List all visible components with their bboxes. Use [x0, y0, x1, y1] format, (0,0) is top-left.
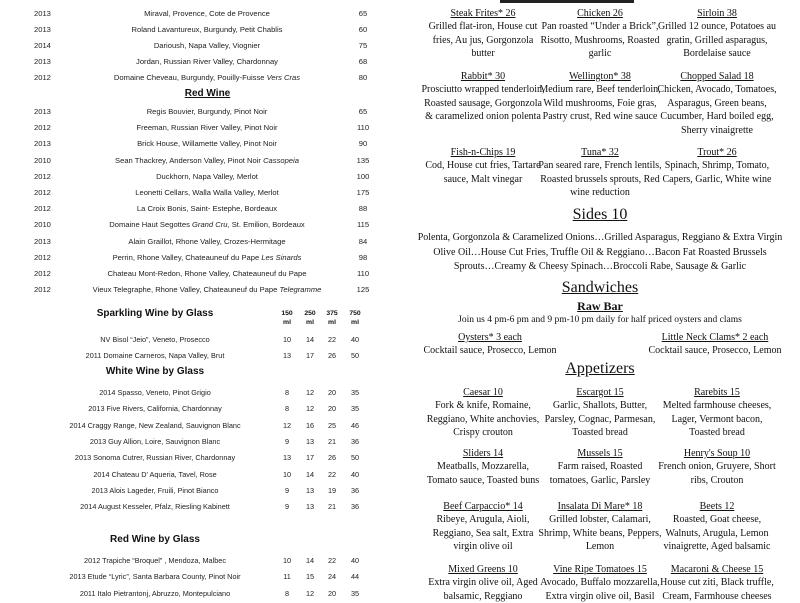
entree-item: [538, 7, 662, 61]
entree-item-description: Pan seared rare, French lentils, Roasted brussels sprouts, Red wine reduction: [538, 160, 662, 199]
wine-year: 2013: [34, 9, 51, 18]
wine-name: [90, 9, 324, 18]
wine-year: 2013: [34, 24, 51, 34]
wine-year: 2013: [34, 139, 51, 149]
entree-item: [538, 146, 662, 200]
raw-bar-item: [400, 331, 580, 358]
wine-name: [90, 139, 324, 148]
wine-year: 2010: [34, 220, 51, 230]
wine-row: [0, 285, 400, 301]
appetizer-item: [538, 447, 662, 487]
size-number: 250: [304, 310, 316, 317]
glass-wine-name: 2011 Domaine Carneros, Napa Valley, Brut: [85, 351, 225, 360]
appetizer-item: [421, 447, 545, 487]
wine-name-part: La Croix Bonis, Saint- Estephe, Bordeaux: [136, 204, 278, 214]
appetizer-item-title: Mussels 15: [577, 448, 623, 459]
glass-price: 26: [327, 351, 337, 360]
appetizer-item-description: Melted farmhouse cheeses, Lager, Vermont bacon, Toasted bread: [662, 400, 772, 439]
wine-name: [90, 25, 324, 34]
heading-underline: [500, 0, 634, 3]
glass-price: 20: [327, 588, 337, 598]
wine-name-part: Jordan, Russian River Valley, Chardonnay: [136, 56, 278, 66]
glass-price: 17: [305, 453, 315, 463]
appetizer-item-description: House cut ziti, Black truffle, Cream, Farmhouse cheeses: [660, 577, 774, 602]
glass-wine-name: 2013 Five Rivers, California, Chardonnay: [88, 404, 222, 414]
wine-row: [0, 156, 400, 172]
glass-price: 13: [305, 436, 315, 446]
entree-item-description: Cod, House cut fries, Tartare sauce, Malt vinegar: [425, 160, 541, 185]
glass-price: 50: [350, 351, 360, 360]
glass-price: 10: [282, 335, 292, 344]
glass-price: 14: [305, 335, 315, 344]
entree-item-title: Trout* 26: [697, 147, 737, 158]
appetizer-item-description: Farm raised, Roasted tomatoes, Garlic, Parsley: [549, 461, 651, 486]
wine-name-part: Vieux Telegraphe, Rhone Valley, Chateauneuf du Pape: [92, 285, 280, 295]
wine-row: [0, 41, 400, 57]
glass-price: 13: [282, 453, 292, 463]
wine-row: [0, 269, 400, 285]
wine-name-part: Leonetti Cellars, Walla Walla Valley, Merlot: [135, 188, 279, 197]
glass-price: 46: [350, 420, 360, 430]
glass-size-header: [277, 309, 297, 327]
wine-name-part: Darioush, Napa Valley, Viognier: [153, 40, 261, 50]
raw-bar-note: Join us 4 pm-6 pm and 9 pm-10 pm daily for half priced oysters and clams: [458, 315, 742, 325]
wine-price: 100: [356, 171, 370, 181]
wine-name: [90, 269, 324, 278]
wine-year: 2012: [34, 123, 51, 133]
glass-price: 40: [350, 469, 360, 479]
wine-name: [90, 123, 324, 132]
glass-price: 21: [327, 436, 337, 446]
wine-year: 2013: [34, 107, 51, 116]
wine-name-part: , St. Emilion, Bordeaux: [227, 220, 305, 230]
entree-item-title: Chicken 26: [577, 8, 623, 19]
wine-name: [90, 73, 324, 82]
wine-cuvee: Telegramme: [279, 285, 322, 295]
wine-cuvee: Cassopeia: [263, 155, 299, 165]
glass-size-header: [300, 309, 320, 327]
size-unit: ml: [351, 319, 359, 326]
appetizer-item-title: Mixed Greens 10: [448, 564, 518, 575]
glass-price: 21: [327, 502, 337, 512]
appetizer-item: [421, 500, 545, 554]
glass-price: 40: [350, 556, 360, 565]
entree-item: [655, 146, 779, 186]
glass-price: 13: [305, 502, 315, 512]
glass-price: 9: [284, 502, 290, 512]
entree-item-description: Chicken, Avocado, Tomatoes, Asparagus, Green beans, Cucumber, Hard boiled egg, Sherry vinaigrette: [657, 84, 777, 136]
wine-price: 125: [356, 285, 370, 295]
wine-cuvee: Vers Cras: [266, 72, 301, 82]
glass-price: 36: [350, 502, 360, 512]
wine-year: 2013: [34, 56, 51, 66]
raw-bar-item-title: Little Neck Clams* 2 each: [661, 332, 769, 343]
wine-name-part: Sean Thackrey, Anderson Valley, Pinot Noir: [115, 155, 264, 165]
wine-row: [0, 25, 400, 41]
wine-name: [90, 41, 324, 50]
entree-item: [421, 70, 545, 124]
wine-row: [0, 204, 400, 220]
wine-price: 175: [356, 188, 370, 197]
wine-price: 60: [358, 24, 368, 34]
entree-item-title: Rabbit* 30: [460, 71, 506, 82]
glass-section-title: White Wine by Glass: [105, 366, 205, 377]
wine-row: [0, 9, 400, 25]
glass-price: 14: [305, 556, 315, 565]
size-unit: ml: [283, 319, 291, 326]
wine-name-part: Roland Lavantureux, Burgundy, Petit Chablis: [131, 24, 283, 34]
glass-price: 8: [284, 388, 290, 397]
glass-price: 17: [305, 351, 315, 360]
wine-name: [90, 156, 324, 165]
glass-wine-name: 2013 Sonoma Cutrer, Russian River, Chardonnay: [74, 453, 236, 463]
glass-price: 26: [327, 453, 337, 463]
wine-name-part: Domaine Haut Segottes: [109, 220, 193, 230]
glass-wine-name: 2014 Craggy Range, New Zealand, Sauvignon Blanc: [69, 420, 241, 430]
appetizer-item-description: Extra virgin olive oil, Aged balsamic, Reggiano: [428, 577, 538, 602]
glass-wine-name: 2013 Etude “Lyric”, Santa Barbara County, Pinot Noir: [69, 572, 241, 582]
entree-item-description: Prosciutto wrapped tenderloin, Roasted sausage, Gorgonzola & caramelized onion polenta: [421, 84, 545, 123]
appetizer-item-description: Grilled lobster, Calamari, Shrimp, White beans, Peppers, Lemon: [538, 514, 662, 553]
appetizer-item-title: Beets 12: [699, 501, 735, 512]
entree-item-title: Steak Frites* 26: [450, 8, 516, 19]
glass-price: 36: [350, 436, 360, 446]
glass-price: 22: [327, 556, 337, 565]
wine-row: [0, 139, 400, 155]
appetizer-item-title: Macaroni & Cheese 15: [670, 564, 764, 575]
glass-wine-name: NV Bisol “Jeio”, Veneto, Prosecco: [100, 335, 210, 344]
wine-year: 2012: [34, 171, 51, 181]
wine-price: 88: [358, 204, 368, 214]
wine-price: 80: [358, 72, 368, 82]
glass-price: 22: [327, 469, 337, 479]
wine-price: 115: [356, 220, 370, 230]
wine-name-part: Perrin, Rhone Valley, Chateauneuf du Pape: [112, 252, 262, 262]
wine-row: [0, 73, 400, 89]
wine-price: 110: [356, 269, 370, 278]
glass-price: 19: [327, 485, 337, 495]
wine-row: [0, 253, 400, 269]
wine-name-part: Freeman, Russian River Valley, Pinot Noir: [136, 123, 278, 133]
wine-name-part: Duckhorn, Napa Valley, Merlot: [156, 171, 258, 181]
glass-price: 10: [282, 556, 292, 565]
glass-price: 13: [282, 351, 292, 360]
entree-item-description: Grilled 12 ounce, Potatoes au gratin, Grilled asparagus, Bordelaise sauce: [657, 21, 777, 60]
entree-item-description: Grilled flat-iron, House cut fries, Au jus, Gorgonzola butter: [428, 21, 538, 60]
wine-row: [0, 220, 400, 236]
wine-name-part: Domaine Cheveau, Burgundy, Pouilly-Fuisse: [113, 72, 267, 82]
wine-year: 2014: [34, 40, 51, 50]
size-unit: ml: [306, 319, 314, 326]
entree-item-title: Sirloin 38: [697, 8, 737, 19]
wine-price: 135: [356, 155, 370, 165]
glass-price: 35: [350, 588, 360, 598]
glass-price: 9: [284, 485, 290, 495]
appetizer-item: [538, 386, 662, 440]
wine-year: 2012: [34, 252, 51, 262]
raw-bar-item-description: Cocktail sauce, Prosecco, Lemon: [648, 345, 782, 357]
sandwiches-title: Sandwiches: [561, 279, 639, 296]
appetizer-item-title: Escargot 15: [576, 387, 624, 398]
wine-name-part: Alain Graillot, Rhone Valley, Crozes-Hermitage: [128, 236, 286, 246]
raw-bar-title: Raw Bar: [577, 299, 623, 313]
wine-row: [0, 237, 400, 253]
glass-size-header: [345, 309, 365, 327]
wine-price: 90: [358, 139, 368, 149]
entree-item: [655, 70, 779, 137]
wine-name-part: Brick House, Willamette Valley, Pinot Noir: [137, 139, 277, 149]
wine-year: 2012: [34, 72, 51, 82]
glass-price: 16: [305, 420, 315, 430]
wine-row: [0, 107, 400, 123]
glass-price: 15: [305, 572, 315, 582]
glass-price: 11: [283, 572, 291, 582]
glass-price: 12: [282, 420, 292, 430]
wine-price: 98: [358, 252, 368, 262]
glass-wine-name: 2013 Guy Allion, Loire, Sauvignon Blanc: [89, 436, 221, 446]
wine-cuvee: Les Sinards: [261, 252, 302, 262]
wine-price: 84: [358, 236, 368, 246]
wine-name: [90, 57, 324, 66]
wine-price: 75: [358, 40, 368, 50]
glass-price: 14: [305, 469, 315, 479]
glass-wine-name: 2014 August Kesseler, Pfalz, Riesling Kabinett: [80, 502, 230, 512]
glass-size-header: [322, 309, 342, 327]
raw-bar-item: [625, 331, 800, 358]
appetizer-item-title: Vine Ripe Tomatoes 15: [553, 564, 647, 575]
entree-item-description: Medium rare, Beef tenderloin, Wild mushrooms, Foie gras, Pastry crust, Red wine sauce: [539, 84, 661, 123]
wine-name: [90, 253, 324, 262]
appetizer-item: [538, 563, 662, 603]
glass-price: 8: [284, 404, 290, 414]
appetizer-item-title: Sliders 14: [462, 448, 504, 459]
appetizer-item-title: Insalata Di Mare* 18: [557, 501, 643, 512]
entree-item-title: Tuna* 32: [581, 147, 619, 158]
glass-wine-name: 2011 Italo Pietrantonj, Abruzzo, Montepulciano: [79, 588, 231, 598]
wine-name: [90, 204, 324, 213]
wine-price: 68: [358, 56, 368, 66]
sides-title: Sides 10: [572, 206, 628, 223]
entree-item-title: Fish-n-Chips 19: [450, 147, 516, 158]
wine-name: [90, 107, 324, 116]
glass-price: 35: [350, 404, 360, 414]
entree-item-description: Spinach, Shrimp, Tomato, Capers, Garlic, White wine: [662, 160, 772, 185]
glass-price: 36: [350, 485, 360, 495]
wine-row: [0, 57, 400, 73]
wine-name: [90, 172, 324, 181]
size-number: 150: [281, 310, 293, 317]
glass-wine-name: 2014 Spasso, Veneto, Pinot Grigio: [99, 388, 211, 397]
glass-price: 24: [327, 572, 337, 582]
wine-name: [90, 188, 324, 197]
appetizer-item: [655, 386, 779, 440]
appetizer-item: [655, 500, 779, 554]
entree-item: [421, 7, 545, 61]
wine-year: 2012: [34, 188, 51, 197]
glass-price: 12: [305, 388, 315, 397]
appetizer-item-description: Garlic, Shallots, Butter, Parsley, Cognac, Parmesan, Toasted bread: [544, 400, 656, 439]
glass-price: 25: [327, 420, 337, 430]
size-unit: ml: [328, 319, 336, 326]
appetizer-item-title: Caesar 10: [463, 387, 503, 398]
appetizer-item-description: Ribeye, Arugula, Aioli, Reggiano, Sea salt, Extra virgin olive oil: [432, 514, 534, 553]
appetizer-item-description: French onion, Gruyere, Short ribs, Crouton: [658, 461, 776, 486]
glass-price: 40: [350, 335, 360, 344]
entree-item: [538, 70, 662, 124]
wine-year: 2010: [34, 155, 51, 165]
raw-bar-item-description: Cocktail sauce, Prosecco, Lemon: [423, 345, 557, 357]
glass-price: 20: [327, 404, 337, 414]
glass-price: 12: [305, 588, 315, 598]
glass-price: 22: [327, 335, 337, 344]
red-wine-title: Red Wine: [184, 88, 231, 99]
appetizer-item: [655, 563, 779, 603]
glass-price: 8: [284, 588, 290, 598]
appetizer-item-description: Roasted, Goat cheese, Walnuts, Arugula, Lemon vinaigrette, Aged balsamic: [663, 514, 771, 553]
glass-price: 9: [284, 436, 290, 446]
glass-price: 12: [305, 404, 315, 414]
glass-price: 44: [350, 572, 360, 582]
entree-item-title: Wellington* 38: [569, 71, 631, 82]
size-number: 375: [326, 310, 338, 317]
wine-name-part: Chateau Mont-Redon, Rhone Valley, Chateauneuf du Pape: [107, 269, 307, 278]
appetizer-item-description: Fork & knife, Romaine, Reggiano, White anchovies, Crispy crouton: [426, 400, 540, 439]
wine-row: [0, 123, 400, 139]
appetizer-item: [421, 563, 545, 603]
glass-price: 10: [282, 469, 292, 479]
appetizer-item: [421, 386, 545, 440]
wine-row: [0, 188, 400, 204]
entree-item-description: Pan roasted “Under a Brick”, Risotto, Mushrooms, Roasted garlic: [540, 21, 660, 60]
size-number: 750: [349, 310, 361, 317]
wine-price: 110: [356, 123, 370, 133]
glass-wine-name: 2013 Alois Lageder, Fruili, Pinot Bianco: [91, 485, 219, 495]
glass-price: 35: [350, 388, 360, 397]
wine-price: 65: [358, 107, 368, 116]
appetizer-item: [538, 500, 662, 554]
glass-wine-name: 2012 Trapiche “Broquel” , Mendoza, Malbec: [84, 556, 226, 565]
appetizer-item-title: Beef Carpaccio* 14: [443, 501, 523, 512]
wine-name: [90, 220, 324, 229]
entree-item: [421, 146, 545, 186]
appetizers-title: Appetizers: [565, 360, 635, 377]
glass-price: 20: [327, 388, 337, 397]
sides-description: Polenta, Gorgonzola & Caramelized Onions…Grilled Asparagus, Reggiano & Extra Virgin Olive Oil…House Cut Fries, Truffle Oil & Reggiano…Bacon Fat Roasted Brussels Sprouts…Creamy & Cheesy Spinach…Broccoli Rabe, Sausage & Garlic: [417, 232, 783, 272]
wine-year: 2012: [34, 269, 51, 278]
appetizer-item-description: Avocado, Buffalo mozzarella, Extra virgin olive oil, Basil: [540, 577, 660, 602]
glass-price: 50: [350, 453, 360, 463]
appetizer-item-title: Henry's Soup 10: [683, 448, 751, 459]
glass-section-title: Sparkling Wine by Glass: [96, 308, 214, 319]
glass-price: 13: [305, 485, 315, 495]
glass-section-title: Red Wine by Glass: [110, 534, 200, 545]
raw-bar-item-title: Oysters* 3 each: [458, 332, 522, 343]
wine-price: 65: [358, 9, 368, 18]
wine-name-part: Miraval, Provence, Cote de Provence: [144, 9, 270, 18]
entree-item-title: Chopped Salad 18: [680, 71, 754, 82]
appetizer-item-title: Rarebits 15: [694, 387, 740, 398]
glass-wine-name: 2014 Chateau D' Aqueria, Tavel, Rose: [93, 469, 217, 479]
wine-cuvee: Grand Cru: [192, 220, 228, 230]
entree-item: [655, 7, 779, 61]
appetizer-item-description: Meatballs, Mozzarella, Tomato sauce, Toasted buns: [426, 461, 540, 486]
wine-year: 2013: [34, 236, 51, 246]
wine-row: [0, 172, 400, 188]
appetizer-item: [655, 447, 779, 487]
wine-year: 2012: [34, 285, 51, 295]
wine-year: 2012: [34, 204, 51, 214]
wine-name-part: Regis Bouvier, Burgundy, Pinot Noir: [146, 107, 268, 116]
wine-name: [90, 285, 324, 294]
wine-name: [90, 237, 324, 246]
